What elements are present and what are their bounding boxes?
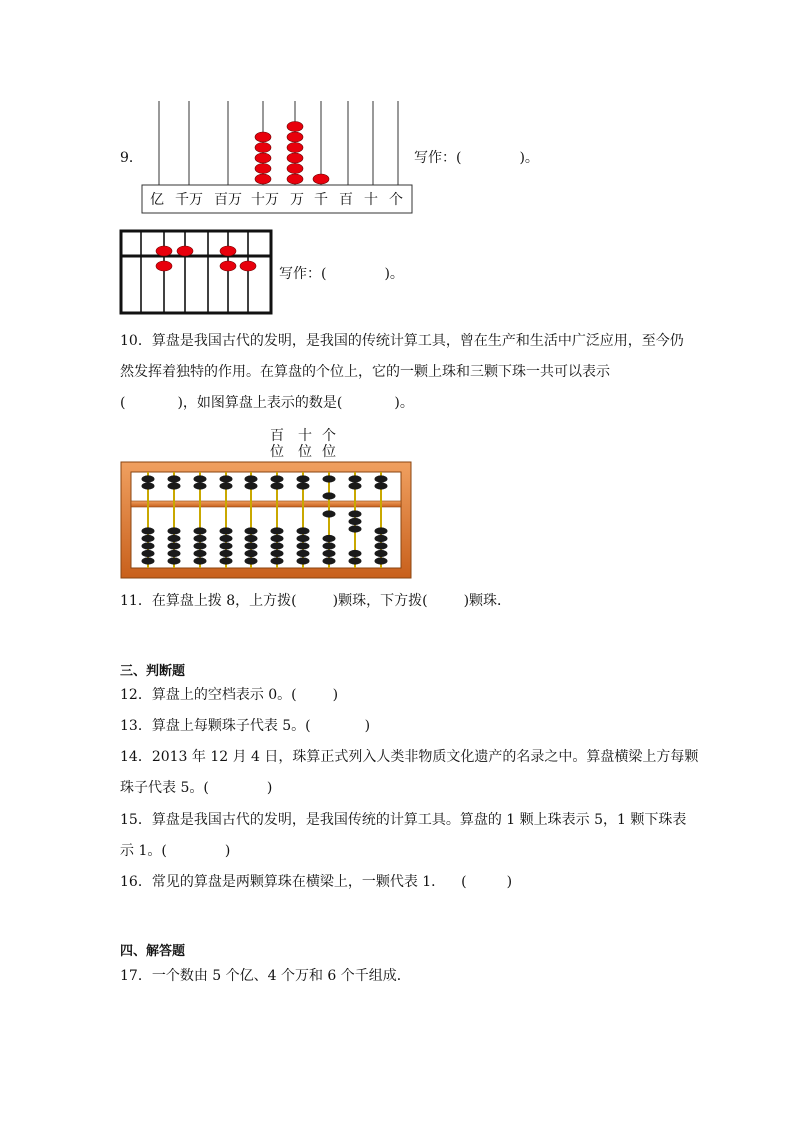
black-bead <box>323 557 336 564</box>
red-bead <box>220 246 236 256</box>
black-bead <box>245 550 258 557</box>
black-bead <box>323 542 336 549</box>
black-bead <box>168 542 181 549</box>
place-label: 个 <box>389 192 403 208</box>
black-bead <box>375 482 388 489</box>
black-bead <box>168 550 181 557</box>
black-bead <box>349 525 362 532</box>
q10-text-mid: )，如图算盘上表示的数是( <box>177 395 343 411</box>
black-bead <box>194 542 207 549</box>
black-bead <box>297 535 310 542</box>
q12-line <box>120 685 338 705</box>
q14-line-2 <box>120 778 272 798</box>
black-bead <box>194 527 207 534</box>
black-bead <box>142 527 155 534</box>
black-bead <box>245 542 258 549</box>
paren-close: )。 <box>394 395 414 411</box>
red-bead <box>255 174 271 184</box>
black-bead <box>349 518 362 525</box>
black-bead <box>220 550 233 557</box>
black-bead <box>375 527 388 534</box>
paren-close: ) <box>506 874 513 890</box>
red-bead <box>287 153 303 163</box>
black-bead <box>168 475 181 482</box>
black-bead <box>220 482 233 489</box>
section-3-title: 三、判断题 <box>120 664 186 679</box>
q11-text-c: )颗珠． <box>463 593 512 609</box>
q16-text: 16．常见的算盘是两颗算珠在横梁上，一颗代表 1． <box>120 874 446 890</box>
black-bead <box>245 475 258 482</box>
paren-open: ( <box>461 874 467 890</box>
black-bead <box>220 535 233 542</box>
red-bead <box>287 164 303 174</box>
black-bead <box>375 542 388 549</box>
black-bead <box>297 542 310 549</box>
q13-line <box>120 716 370 736</box>
q14-text: 珠子代表 5。( <box>120 780 209 796</box>
black-bead <box>349 510 362 517</box>
q11-line <box>120 591 511 611</box>
black-bead <box>349 557 362 564</box>
red-bead <box>313 174 329 184</box>
abacus-diagram-2 <box>119 229 273 315</box>
red-bead <box>240 261 256 271</box>
black-bead <box>349 475 362 482</box>
black-bead <box>375 535 388 542</box>
black-bead <box>271 527 284 534</box>
place-label-tens: 十 位 <box>298 428 312 460</box>
black-bead <box>297 527 310 534</box>
black-bead <box>194 482 207 489</box>
black-bead <box>375 475 388 482</box>
place-label-ones: 个 位 <box>322 428 336 460</box>
paren-close: ) <box>332 687 339 703</box>
paren-close: ) <box>364 718 371 734</box>
place-label: 万 <box>290 192 304 208</box>
red-bead <box>255 143 271 153</box>
black-bead <box>297 482 310 489</box>
red-bead <box>177 246 193 256</box>
red-bead <box>287 122 303 132</box>
black-bead <box>142 475 155 482</box>
black-bead <box>142 557 155 564</box>
red-bead <box>156 261 172 271</box>
black-bead <box>142 550 155 557</box>
paren-open: ( <box>120 395 126 411</box>
q12-text: 12．算盘上的空档表示 0。( <box>120 687 297 703</box>
black-bead <box>271 550 284 557</box>
black-bead <box>168 557 181 564</box>
black-bead <box>375 557 388 564</box>
black-bead <box>271 475 284 482</box>
black-bead <box>220 557 233 564</box>
black-bead <box>142 542 155 549</box>
black-bead <box>194 550 207 557</box>
red-bead <box>287 174 303 184</box>
black-bead <box>220 527 233 534</box>
red-bead <box>287 143 303 153</box>
black-bead <box>245 535 258 542</box>
q9-write-line-1 <box>414 148 539 168</box>
black-bead <box>194 475 207 482</box>
black-bead <box>194 557 207 564</box>
section-4-title: 四、解答题 <box>120 944 186 959</box>
place-label: 千 <box>314 192 328 208</box>
place-label: 百 <box>339 192 353 208</box>
q16-line <box>120 872 512 892</box>
write-prefix: 写作：( <box>414 150 462 166</box>
black-bead <box>220 475 233 482</box>
q10-line-3 <box>120 393 414 413</box>
black-bead <box>297 475 310 482</box>
q11-text-b: )颗珠，下方拨( <box>332 593 428 609</box>
q17-text: 17．一个数由 5 个亿、4 个万和 6 个千组成． <box>120 968 411 984</box>
q9-write-line-2 <box>279 264 404 284</box>
black-bead <box>297 550 310 557</box>
red-bead <box>255 164 271 174</box>
place-label: 百万 <box>214 192 242 208</box>
black-bead <box>220 542 233 549</box>
abacus-diagram-1 <box>140 98 415 216</box>
red-bead <box>156 246 172 256</box>
red-bead <box>220 261 236 271</box>
red-bead <box>287 132 303 142</box>
place-label: 十 <box>364 192 378 208</box>
write-suffix: )。 <box>384 266 404 282</box>
q10-line-2: 然发挥着独特的作用。在算盘的个位上，它的一颗上珠和三颗下珠一共可以表示 <box>120 364 610 380</box>
black-bead <box>271 542 284 549</box>
black-bead <box>349 482 362 489</box>
black-bead <box>323 510 336 517</box>
red-bead <box>255 153 271 163</box>
black-bead <box>271 557 284 564</box>
black-bead <box>297 557 310 564</box>
write-suffix: )。 <box>519 150 539 166</box>
q15-text: 示 1。( <box>120 843 167 859</box>
place-label: 亿 <box>150 192 164 208</box>
black-bead <box>245 527 258 534</box>
q13-text: 13．算盘上每颗珠子代表 5。( <box>120 718 311 734</box>
black-bead <box>245 557 258 564</box>
write-prefix: 写作：( <box>279 266 327 282</box>
black-bead <box>323 550 336 557</box>
q15-line-1: 15．算盘是我国古代的发明，是我国传统的计算工具。算盘的 1 颗上珠表示 5，1 颗下珠表 <box>120 812 687 828</box>
question-9-number: 9． <box>120 150 143 166</box>
abacus-beam <box>131 501 401 507</box>
black-bead <box>168 527 181 534</box>
place-label: 千万 <box>175 192 203 208</box>
q10-line-1: 10．算盘是我国古代的发明，是我国的传统计算工具，曾在生产和生活中广泛应用，至今仍 <box>120 333 684 349</box>
black-bead <box>323 535 336 542</box>
q11-text-a: 11．在算盘上拨 8，上方拨( <box>120 593 297 609</box>
black-bead <box>168 535 181 542</box>
black-bead <box>142 482 155 489</box>
paren-close: ) <box>224 843 231 859</box>
red-bead <box>255 132 271 142</box>
black-bead <box>168 482 181 489</box>
black-bead <box>349 550 362 557</box>
black-bead <box>194 535 207 542</box>
black-bead <box>271 482 284 489</box>
black-bead <box>142 535 155 542</box>
paren-close: ) <box>266 780 273 796</box>
q14-line-1: 14．2013 年 12 月 4 日，珠算正式列入人类非物质文化遗产的名录之中。算盘横梁上方每颗 <box>120 749 699 765</box>
black-bead <box>245 482 258 489</box>
black-bead <box>375 550 388 557</box>
black-bead <box>271 535 284 542</box>
black-bead <box>323 492 336 499</box>
black-bead <box>323 475 336 482</box>
place-label-hundreds: 百 位 <box>270 428 284 460</box>
q15-line-2 <box>120 841 230 861</box>
abacus-diagram-3 <box>120 461 414 581</box>
place-label: 十万 <box>251 192 279 208</box>
